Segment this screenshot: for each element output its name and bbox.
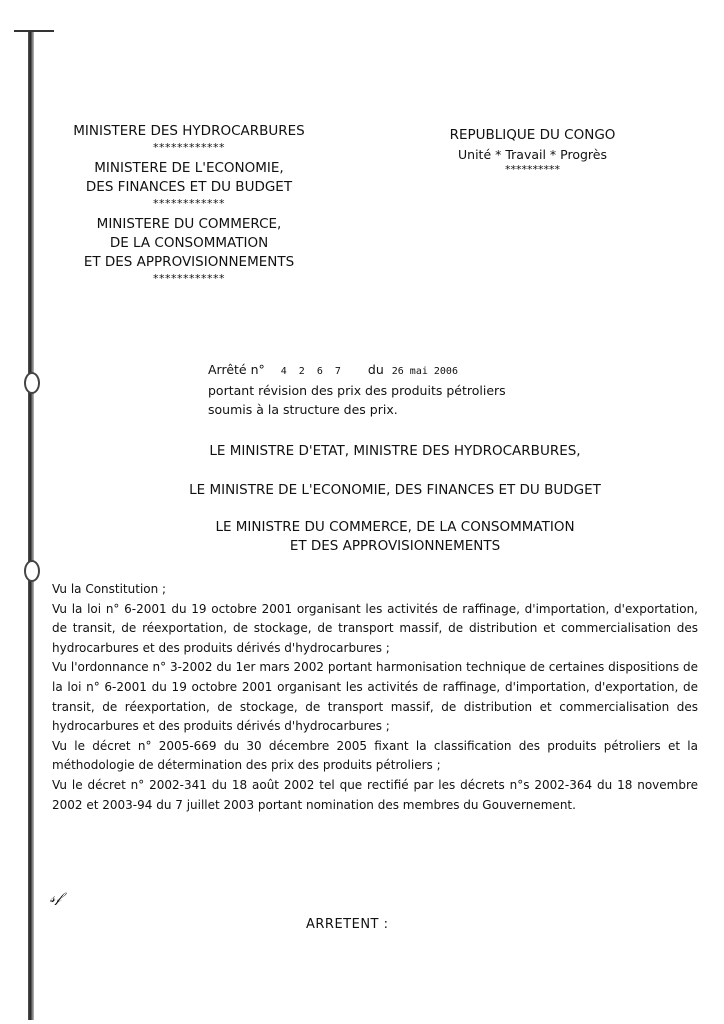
visa-decret-2002-341: Vu le décret n° 2002-341 du 18 août 2002 tel que rectifié par les décrets n°s 2002-364 du 18 novembre 2002 et 2003-94 du 7 juillet 2003 portant nomination des membres du Gouvernement.: [52, 777, 698, 812]
handwritten-initials: 𝓈𝒻: [50, 890, 62, 906]
ministries-header: [55, 122, 323, 286]
ministry-economie-line1: MINISTERE DE L'ECONOMIE,: [94, 160, 284, 176]
punch-hole: [24, 560, 40, 582]
visa-decret-2005-669: Vu le décret n° 2005-669 du 30 décembre 2005 fixant la classification des produits pétroliers et la méthodologie de détermination des prix des produits pétroliers ;: [52, 738, 698, 773]
arrete-heading: [208, 360, 628, 419]
ministry-economie-line2: DES FINANCES ET DU BUDGET: [85, 179, 293, 195]
arrete-number: 4 2 6 7: [280, 366, 344, 377]
separator-stars: ************: [153, 141, 225, 154]
minister-hydrocarbures: LE MINISTRE D'ETAT, MINISTRE DES HYDROCARBURES,: [209, 443, 581, 459]
ministry-commerce-line3: ET DES APPROVISIONNEMENTS: [83, 254, 295, 270]
visa-ordonnance-3-2002: Vu l'ordonnance n° 3-2002 du 1er mars 2002 portant harmonisation technique de certaines dispositions de la loi n° 6-2001 du 19 octobre 2001 organisant les activités de raffinage, d'importation, d'exportation, de transit, de réexportation, de stockage, de transport massif, de distribution et commercialisation des hydrocarbures et des produits dérivés d'hydrocarbures ;: [52, 660, 698, 734]
arrete-label: Arrêté n°: [208, 362, 265, 377]
arrete-subject-line1: portant révision des prix des produits pétroliers: [208, 383, 506, 398]
country-name: REPUBLIQUE DU CONGO: [449, 127, 616, 143]
republic-header: [430, 126, 635, 176]
ministry-hydrocarbures: MINISTERE DES HYDROCARBURES: [73, 123, 305, 139]
ministry-commerce-line1: MINISTERE DU COMMERCE,: [96, 216, 282, 232]
separator-stars: ************: [153, 197, 225, 210]
binding-strip: [28, 30, 34, 1020]
visa-constitution: Vu la Constitution ;: [52, 582, 167, 596]
national-motto: Unité * Travail * Progrès: [458, 147, 607, 162]
arrete-date: 26 mai 2006: [391, 366, 458, 377]
minister-commerce-line1: LE MINISTRE DU COMMERCE, DE LA CONSOMMATION: [215, 519, 575, 535]
visa-loi-6-2001: Vu la loi n° 6-2001 du 19 octobre 2001 organisant les activités de raffinage, d'importation, d'exportation, de transit, de réexportation, de stockage, de transport massif, de distribution et commercialisation des hydrocarbures et des produits dérivés d'hydrocarbures ;: [52, 601, 698, 655]
minister-economie: LE MINISTRE DE L'ECONOMIE, DES FINANCES ET DU BUDGET: [189, 482, 601, 498]
arrete-du: du: [367, 362, 384, 377]
arretent-heading: ARRETENT :: [306, 917, 389, 932]
punch-hole: [24, 372, 40, 394]
minister-commerce-line2: ET DES APPROVISIONNEMENTS: [289, 538, 501, 554]
arrete-subject-line2: soumis à la structure des prix.: [208, 402, 398, 417]
ministry-commerce-line2: DE LA CONSOMMATION: [109, 235, 269, 251]
separator-stars: ************: [153, 272, 225, 285]
binding-clip: [14, 30, 54, 54]
separator-stars: **********: [505, 163, 560, 176]
visas-section: [52, 580, 698, 815]
